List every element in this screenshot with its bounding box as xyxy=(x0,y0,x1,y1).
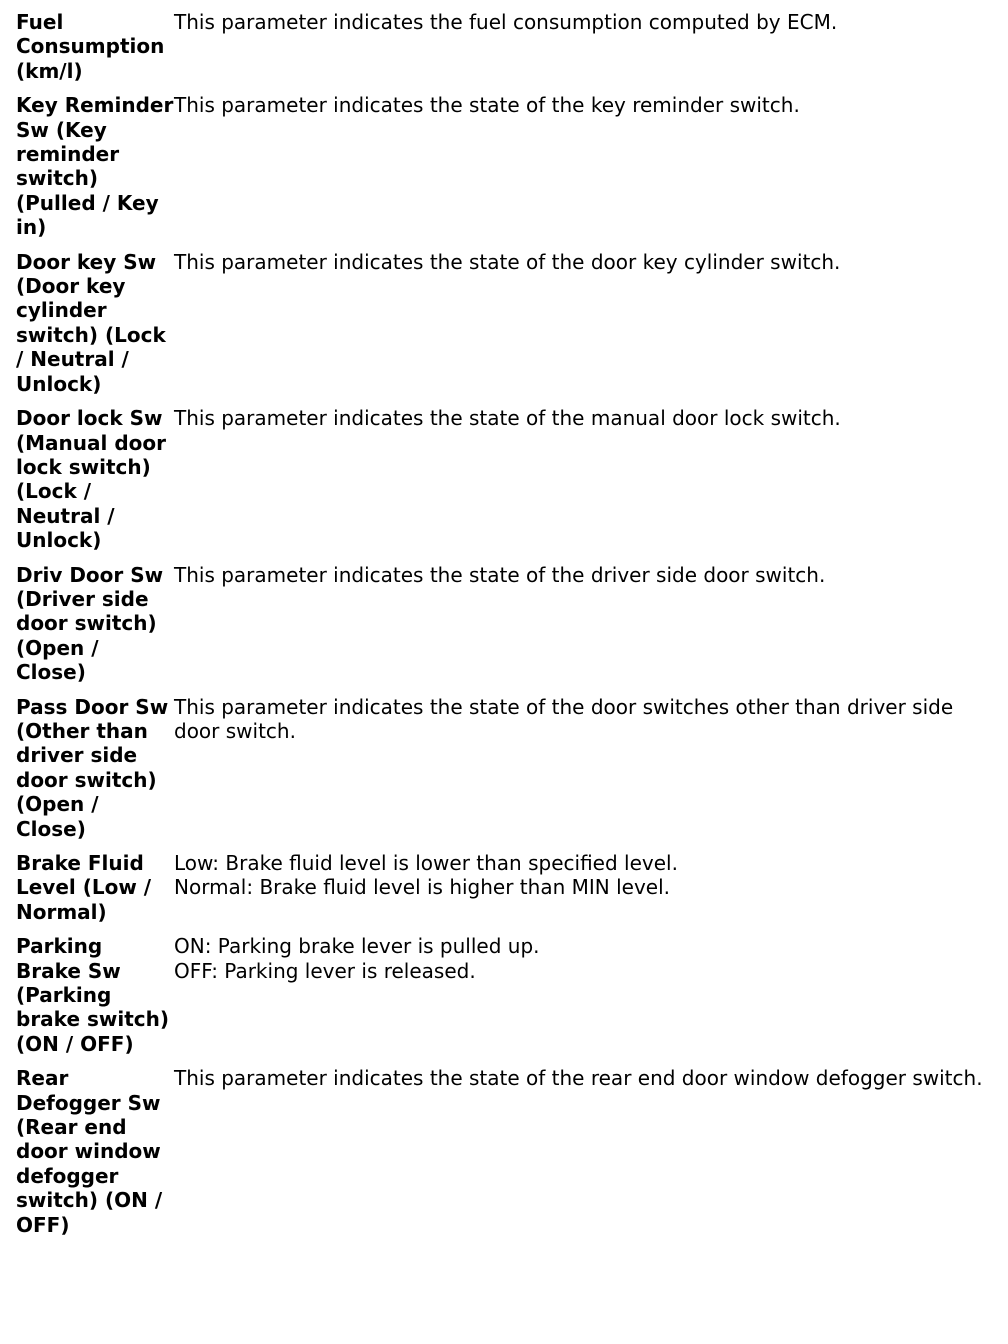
parameter-description: This parameter indicates the state of the door key cylinder switch. xyxy=(174,249,841,274)
parameter-description: This parameter indicates the state of the manual door lock switch. xyxy=(174,406,841,431)
parameter-name: Parking Brake Sw (Parking brake switch) (ON / OFF) xyxy=(16,934,169,1056)
parameter-name: Brake Fluid Level (Low / Normal) xyxy=(16,851,152,924)
parameter-name: Key Reminder Sw (Key reminder switch) (Pulled / Key in) xyxy=(16,93,174,240)
parameter-row-rear-defogger-switch xyxy=(16,1066,1001,1237)
parameter-description: This parameter indicates the fuel consumption computed by ECM. xyxy=(174,10,838,34)
parameter-name: Rear Defogger Sw (Rear end door window defogger switch) (ON / OFF) xyxy=(16,1066,163,1237)
parameter-name: Fuel Consumption (km/l) xyxy=(16,10,165,83)
parameter-table xyxy=(16,10,1001,1247)
parameter-description: This parameter indicates the state of the rear end door window defogger switch. xyxy=(174,1066,983,1091)
parameter-row-door-key-switch xyxy=(16,250,1001,396)
parameter-name: Door lock Sw (Manual door lock switch) (Lock / Neutral / Unlock) xyxy=(16,406,166,553)
parameter-description: This parameter indicates the state of the door switches other than driver side door switch. xyxy=(174,694,954,743)
parameter-name: Door key Sw (Door key cylinder switch) (Lock / Neutral / Unlock) xyxy=(16,249,166,396)
parameter-row-fuel-consumption xyxy=(16,10,1001,83)
parameter-row-passenger-door-switch xyxy=(16,695,1001,841)
parameter-description: This parameter indicates the state of the key reminder switch. xyxy=(174,93,800,118)
parameter-row-brake-fluid-level xyxy=(16,851,1001,924)
parameter-description: This parameter indicates the state of the driver side door switch. xyxy=(174,562,826,587)
parameter-row-door-lock-switch xyxy=(16,406,1001,552)
parameter-row-parking-brake-switch xyxy=(16,934,1001,1056)
parameter-description: Low: Brake fluid level is lower than specified level. Normal: Brake fluid level is higher than MIN level. xyxy=(174,851,678,900)
parameter-description: ON: Parking brake lever is pulled up. OFF: Parking lever is released. xyxy=(174,934,540,983)
parameter-name: Driv Door Sw (Driver side door switch) (Open / Close) xyxy=(16,562,164,685)
parameter-row-driver-door-switch xyxy=(16,563,1001,685)
parameter-row-key-reminder-switch xyxy=(16,93,1001,239)
parameter-name: Pass Door Sw (Other than driver side door switch) (Open / Close) xyxy=(16,694,169,841)
